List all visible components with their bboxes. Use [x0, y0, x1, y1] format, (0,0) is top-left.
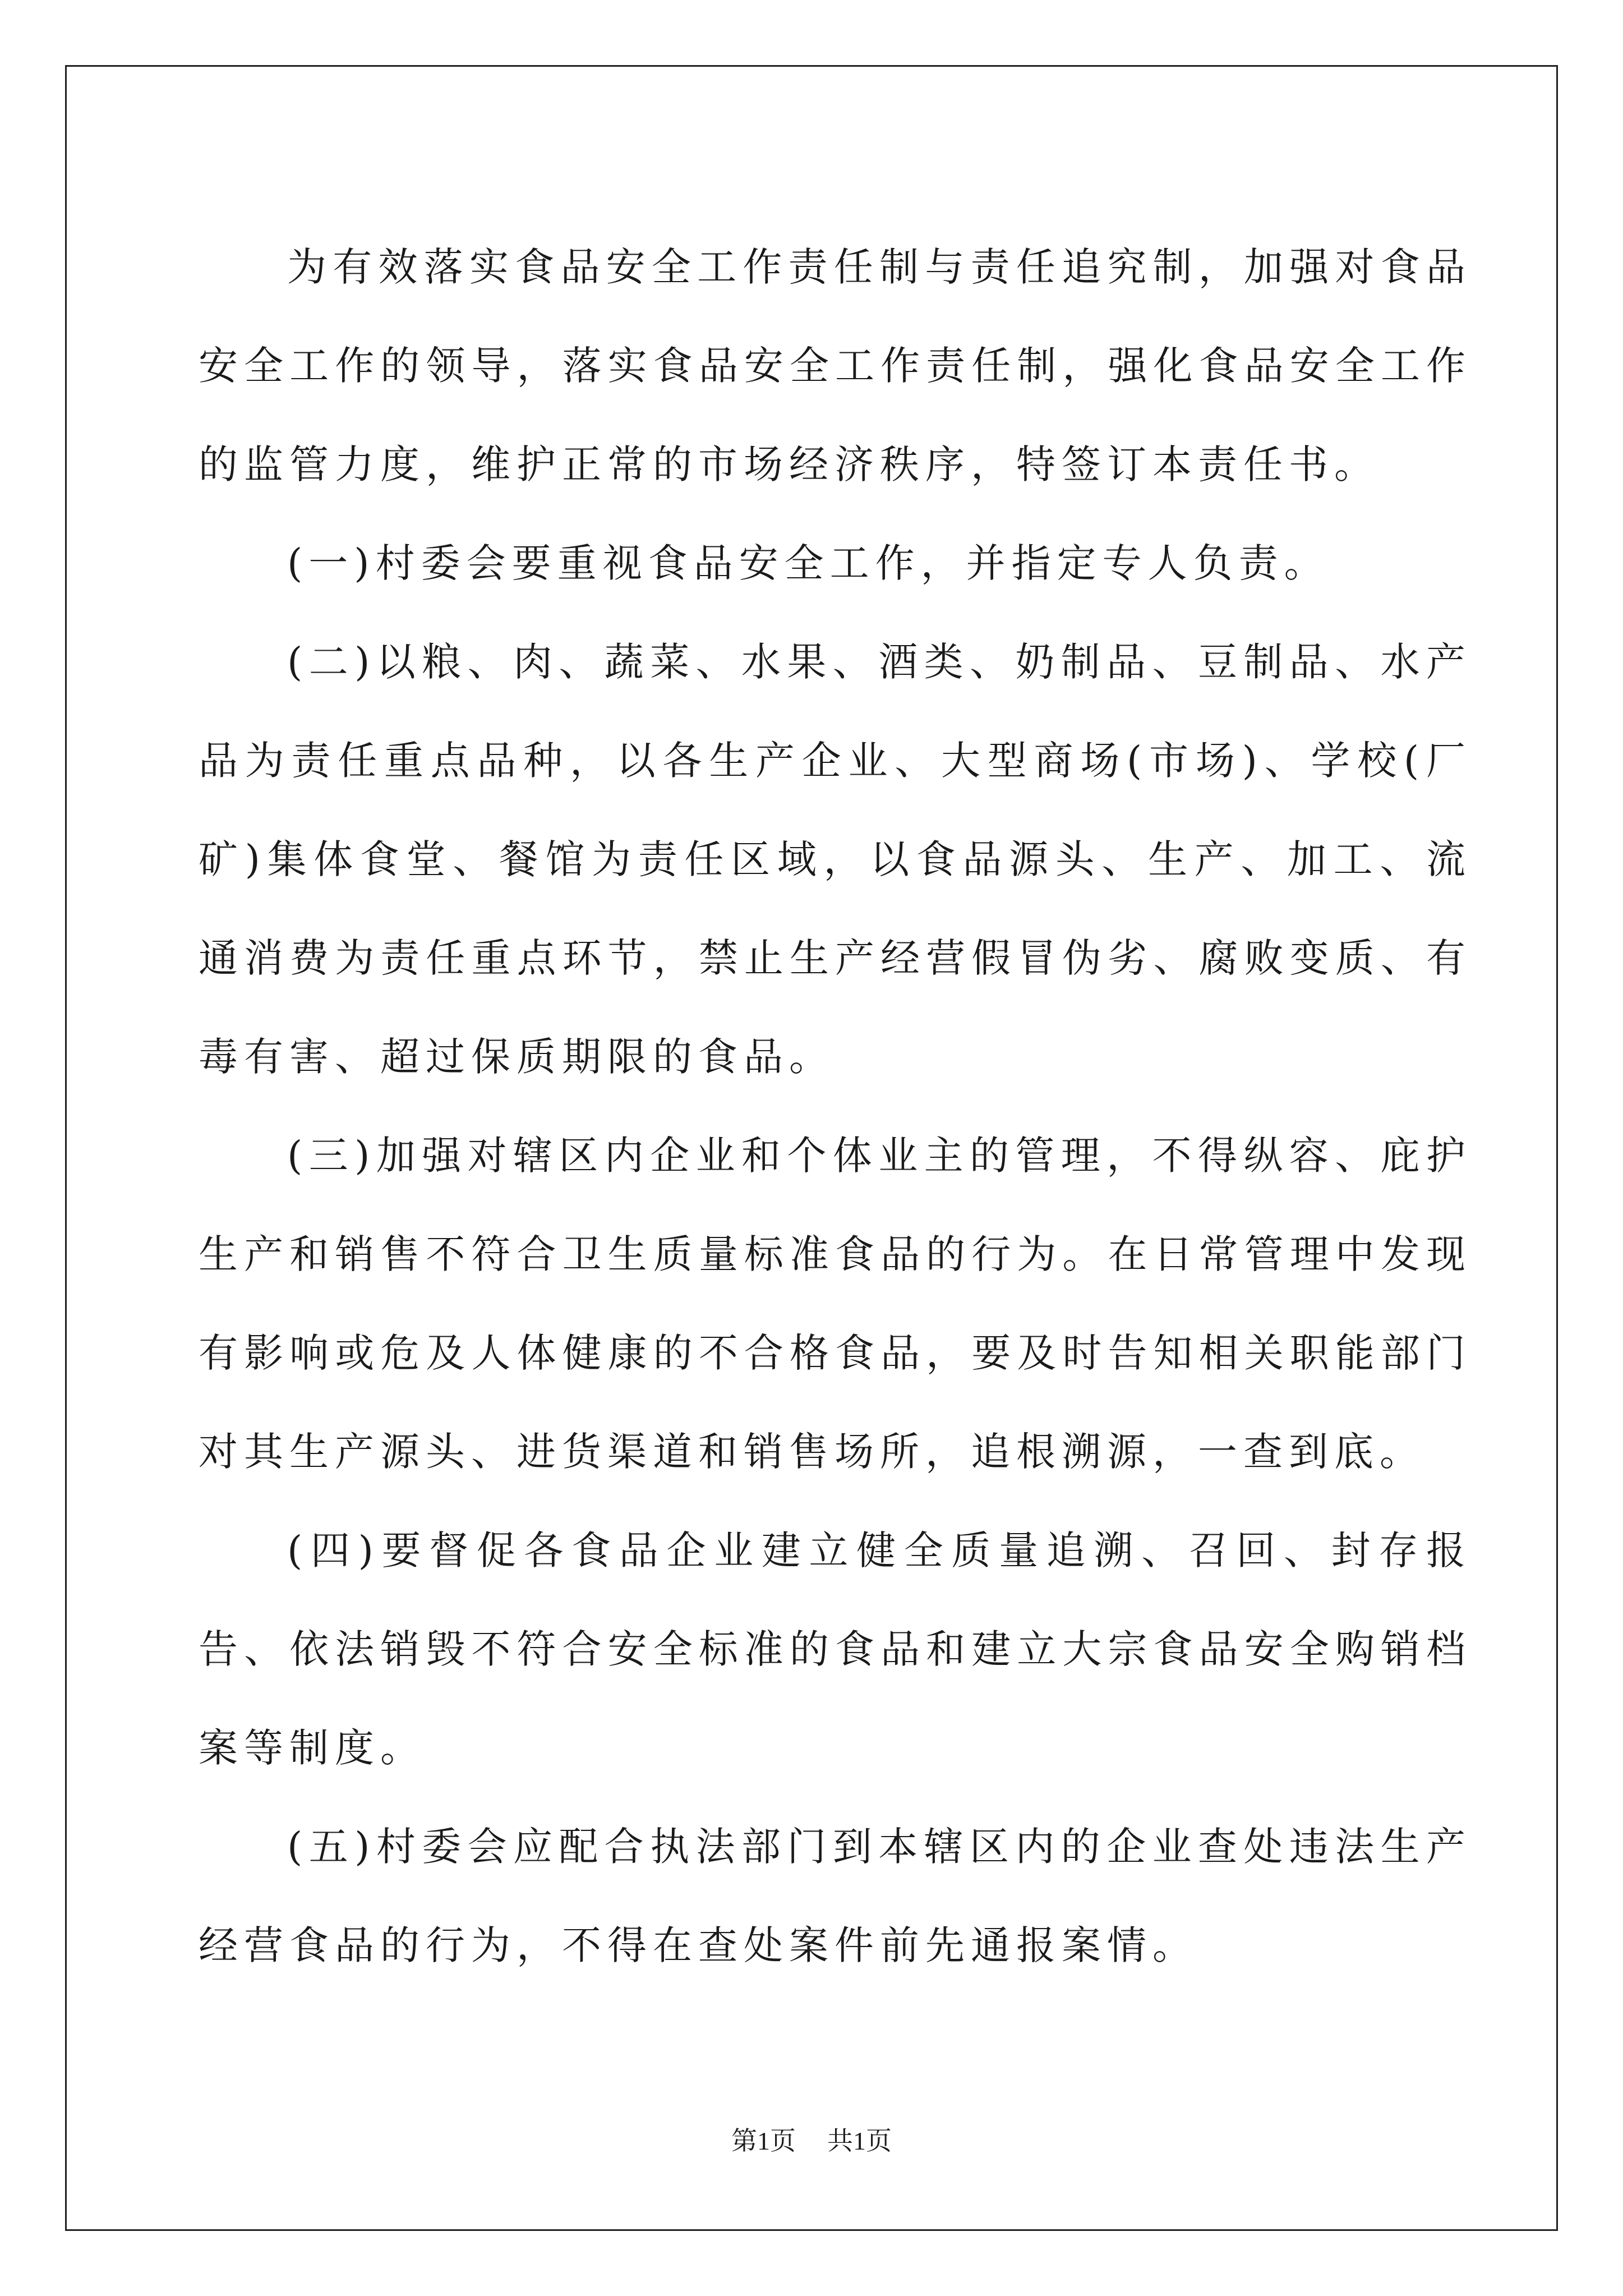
paragraph-item-5: (五)村委会应配合执法部门到本辖区内的企业查处违法生产经营食品的行为，不得在查处案件前先通报案情。 — [199, 1824, 1472, 1968]
page-footer — [0, 2120, 1623, 2157]
paragraph-item-4: (四)要督促各食品企业建立健全质量追溯、召回、封存报告、依法销毁不符合安全标准的食品和建立大宗食品安全购销档案等制度。 — [199, 1527, 1472, 1771]
page-number-current: 第1页 — [731, 2127, 796, 2155]
paragraph-item-3: (三)加强对辖区内企业和个体业主的管理，不得纵容、庇护生产和销售不符合卫生质量标准食品的行为。在日常管理中发现有影响或危及人体健康的不合格食品，要及时告知相关职能部门对其生产源头、进货渠道和销售场所，追根溯源，一查到底。 — [199, 1133, 1472, 1475]
paragraph-intro: 为有效落实食品安全工作责任制与责任追究制，加强对食品安全工作的领导，落实食品安全工作责任制，强化食品安全工作的监管力度，维护正常的市场经济秩序，特签订本责任书。 — [199, 244, 1472, 487]
paragraph-item-2: (二)以粮、肉、蔬菜、水果、酒类、奶制品、豆制品、水产品为责任重点品种，以各生产企业、大型商场(市场)、学校(厂矿)集体食堂、餐馆为责任区域，以食品源头、生产、加工、流通消费为责任重点环节，禁止生产经营假冒伪劣、腐败变质、有毒有害、超过保质期限的食品。 — [199, 639, 1472, 1080]
page-number-total: 共1页 — [827, 2127, 892, 2155]
document-body — [199, 218, 1472, 1995]
paragraph-item-1: (一)村委会要重视食品安全工作，并指定专人负责。 — [287, 540, 1330, 586]
